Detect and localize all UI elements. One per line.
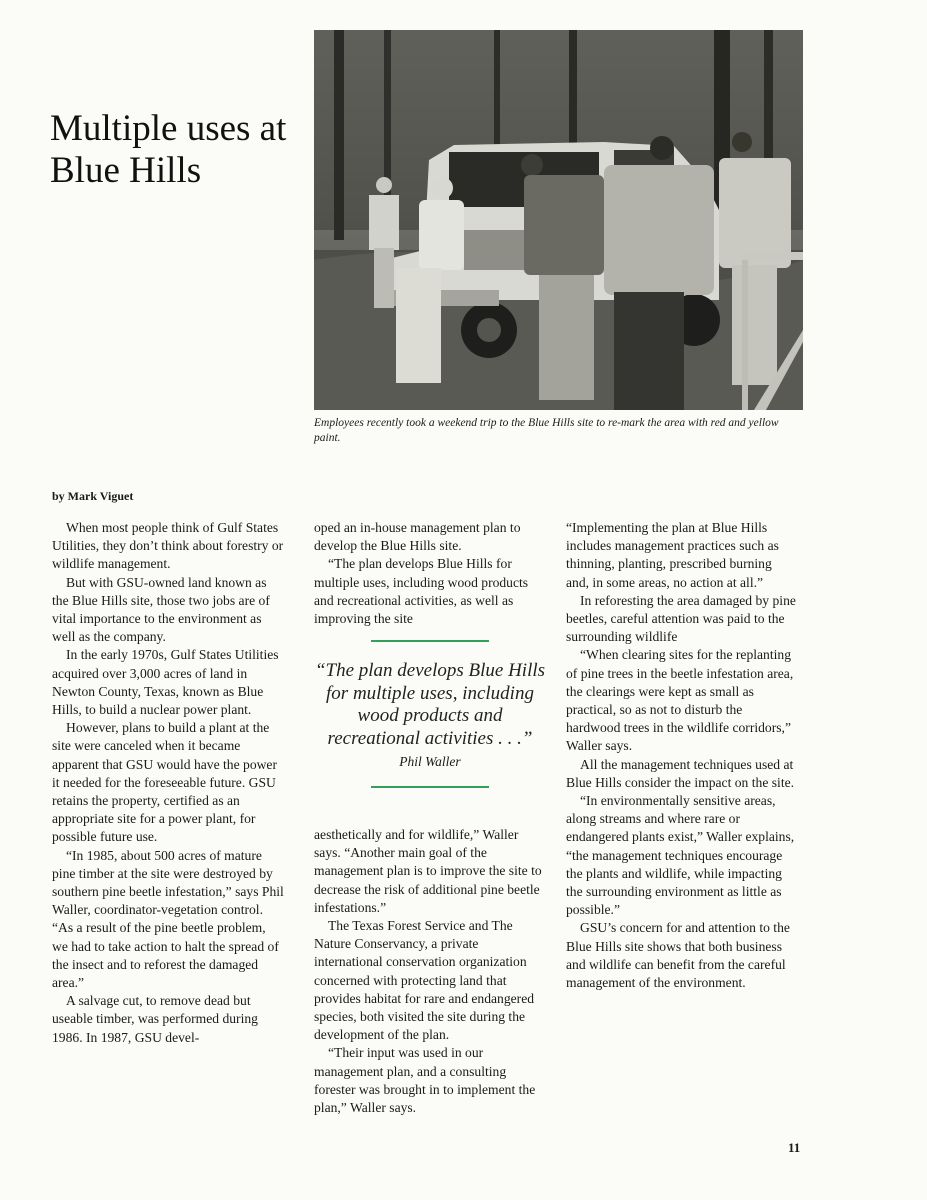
body-paragraph: GSU’s concern for and attention to the Blue Hills site shows that both business and wildlife can benefit from the careful management of the environment.: [566, 920, 790, 991]
body-paragraph: All the management techniques used at Blue Hills consider the impact on the site.: [566, 756, 795, 790]
body-paragraph: “The plan develops Blue Hills for multiple uses, including wood products and recreational activities, as well as improving the site: [314, 556, 529, 627]
photo-illustration: [314, 30, 803, 410]
body-paragraph: In the early 1970s, Gulf States Utilities acquired over 3,000 acres of land in Newton County, Texas, known as Blue Hills, to build a nuclear power plant.: [52, 647, 279, 718]
body-paragraph: But with GSU-owned land known as the Blue Hills site, those two jobs are of vital importance to the environment as well as the company.: [52, 574, 270, 645]
body-paragraph: “In 1985, about 500 acres of mature pine timber at the site were destroyed by southern pine beetle infestation,” says Phil Waller, coordinator-vegetation control. “As a result of the pine beetle problem, we had to take action to halt the spread of the insect and to reforest the damaged area.”: [52, 847, 284, 991]
page-number: 11: [788, 1140, 801, 1155]
pull-quote-text: “The plan develops Blue Hills for multiple uses, including wood products and recreational activities . . .”: [314, 660, 546, 749]
pull-quote-rule-top: [371, 640, 489, 642]
article-photo: [314, 30, 803, 410]
body-paragraph: “Their input was used in our management plan, and a consulting forester was brought in to implement the plan,” Waller says.: [314, 1045, 536, 1116]
body-paragraph: “When clearing sites for the replanting of pine trees in the beetle infestation area, the clearings were kept as small as practical, so as not to disturb the hardwood trees in the wildlife corridors,” Waller says.: [566, 647, 794, 754]
pull-quote-attribution: Phil Waller: [399, 754, 461, 769]
body-paragraph: When most people think of Gulf States Utilities, they don’t think about forestry or wildlife management.: [52, 520, 284, 572]
body-paragraph: aesthetically and for wildlife,” Waller says. “Another main goal of the management plan is to improve the site to decrease the risk of additional pine beetle infestations.”: [314, 827, 542, 915]
pull-quote-block: [314, 640, 546, 788]
body-paragraph: A salvage cut, to remove dead but useable timber, was performed during 1986. In 1987, GSU devel-: [52, 993, 258, 1045]
body-column-2-top: [314, 519, 546, 628]
body-paragraph: “Implementing the plan at Blue Hills includes management practices such as thinning, planting, prescribed burning and, in some areas, no action at all.”: [566, 520, 779, 590]
pull-quote-rule-bottom: [371, 786, 489, 788]
body-column-3: [566, 519, 798, 992]
body-paragraph: oped an in-house management plan to develop the Blue Hills site.: [314, 520, 521, 554]
body-paragraph: “In environmentally sensitive areas, along streams and where rare or endangered plants exist,” Waller explains, “the management techniques encourage the plants and wildlife, while impacting the surrounding environment as little as possible.”: [566, 793, 795, 918]
byline: by Mark Viguet: [52, 489, 134, 503]
body-paragraph: The Texas Forest Service and The Nature Conservancy, a private international conservation organization concerned with protecting land that provides habitat for rare and endangered species, both visited the site during the development of the plan.: [314, 918, 535, 1043]
photo-caption: Employees recently took a weekend trip to the Blue Hills site to re-mark the area with red and yellow paint.: [314, 417, 779, 444]
body-paragraph: In reforesting the area damaged by pine beetles, careful attention was paid to the surrounding wildlife: [566, 592, 796, 645]
body-column-1: [52, 519, 284, 1047]
body-column-2-bottom: [314, 826, 546, 1117]
body-paragraph: However, plans to build a plant at the site were canceled when it became apparent that GSU would have the power it needed for the foreseeable future. GSU retains the property, certified as an appropriate site for a power plant, for possible future use.: [52, 720, 277, 845]
headline: Multiple uses at Blue Hills: [50, 108, 287, 191]
